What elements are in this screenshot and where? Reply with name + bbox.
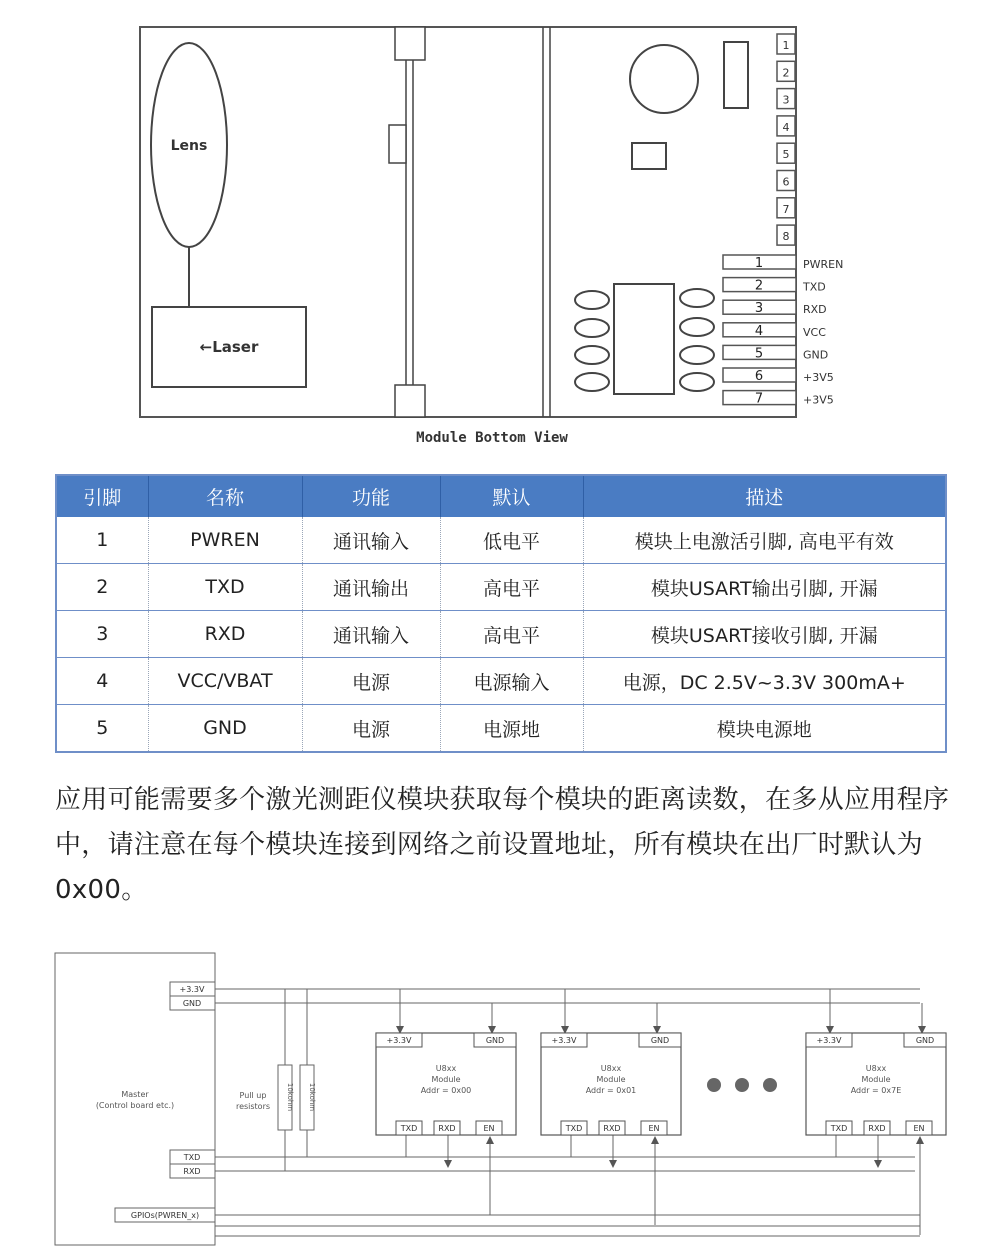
small-component [632, 143, 666, 169]
module-name: U8xx [435, 1064, 457, 1073]
table-header-row [56, 475, 946, 517]
master-pin-gpio: GPIOs(PWREN_x) [130, 1211, 200, 1220]
module-pin-txd-label: TXD [400, 1124, 418, 1133]
cell-function: 通讯输入 [302, 611, 440, 658]
edge-pin-number: 2 [754, 278, 764, 294]
module-bottom-view-diagram [0, 0, 1000, 465]
edge-pin-number: 1 [754, 256, 764, 271]
multi-module-bus-diagram [0, 945, 1000, 1255]
cell-description: 模块USART接收引脚, 开漏 [583, 611, 946, 658]
cell-name: GND [148, 705, 302, 753]
header-pin-number: 7 [782, 202, 790, 216]
addressing-note-paragraph: 应用可能需要多个激光测距仪模块获取每个模块的距离读数，在多从应用程序中，请注意在每个模块连接到网络之前设置地址，所有模块在出厂时默认为0x00。 [55, 785, 950, 905]
pullup-label-line1: Pull up [239, 1091, 267, 1100]
pullup-label-line2: resistors [235, 1102, 271, 1111]
header-pin-number: 3 [782, 93, 790, 107]
connector-top [395, 27, 425, 60]
module-pin-gnd-label: GND [915, 1036, 935, 1045]
master-pin-txd: TXD [183, 1153, 201, 1162]
pullup-resistors [236, 989, 316, 1171]
cell-description: 电源，DC 2.5V~3.3V 300mA+ [583, 658, 946, 705]
module-pin-3v3-label: +3.3V [551, 1036, 577, 1045]
connector-bottom [395, 385, 425, 417]
laser-label: ←Laser [199, 338, 259, 356]
module-pin-en-label: EN [648, 1124, 660, 1133]
cell-name: VCC/VBAT [148, 658, 302, 705]
header-name: 名称 [148, 475, 302, 517]
cell-pin: 5 [56, 705, 148, 753]
cell-function: 电源 [302, 705, 440, 753]
cell-default: 电源输入 [440, 658, 583, 705]
header-function: 功能 [302, 475, 440, 517]
module-addr: Addr = 0x01 [585, 1086, 637, 1095]
cell-default: 高电平 [440, 611, 583, 658]
edge-pin-name: +3V5 [803, 393, 834, 407]
master-pin-rxd: RXD [183, 1167, 201, 1176]
slave-modules [376, 989, 946, 1235]
header-pin-number: 1 [782, 39, 790, 52]
module-sub: Module [596, 1075, 626, 1084]
edge-pin-name: RXD [803, 303, 827, 317]
cell-pin: 2 [56, 564, 148, 611]
slave-module [376, 989, 516, 1215]
cell-function: 电源 [302, 658, 440, 705]
header-pin-number: 6 [782, 175, 790, 189]
table-row [56, 705, 946, 753]
lens-label: Lens [170, 138, 208, 154]
module-box [541, 1033, 681, 1135]
master-pin-3v3: +3.3V [179, 985, 205, 994]
pin-definition-table [55, 474, 947, 753]
header-description: 描述 [583, 475, 946, 517]
slave-module [541, 989, 681, 1225]
header-pin-number: 5 [782, 148, 790, 162]
module-sub: Module [431, 1075, 461, 1084]
module-name: U8xx [865, 1064, 887, 1073]
master-sublabel: (Control board etc.) [95, 1101, 175, 1110]
table-row [56, 658, 946, 705]
module-pin-gnd-label: GND [650, 1036, 670, 1045]
edge-pin-number: 7 [754, 391, 764, 407]
header-pin-number: 8 [782, 230, 790, 244]
round-component [630, 45, 698, 113]
header-pin-number: 2 [782, 66, 790, 80]
module-pin-txd-label: TXD [565, 1124, 583, 1133]
module-addr: Addr = 0x00 [420, 1086, 472, 1095]
module-pin-en-label: EN [483, 1124, 495, 1133]
cell-default: 高电平 [440, 564, 583, 611]
cell-default: 低电平 [440, 517, 583, 564]
module-box [376, 1033, 516, 1135]
cell-description: 模块上电激活引脚, 高电平有效 [583, 517, 946, 564]
edge-pin-name: PWREN [803, 258, 844, 271]
edge-pin-name: +3V5 [803, 371, 834, 384]
module-pin-en-label: EN [913, 1124, 925, 1133]
module-sub: Module [861, 1075, 891, 1084]
module-pin-rxd-label: RXD [438, 1124, 456, 1133]
module-pin-rxd-label: RXD [603, 1124, 621, 1133]
edge-pin-name: GND [803, 348, 829, 362]
edge-pin-number: 4 [754, 323, 764, 339]
more-modules-dots [707, 1078, 777, 1092]
module-box [806, 1033, 946, 1135]
cell-name: RXD [148, 611, 302, 658]
module-pin-3v3-label: +3.3V [816, 1036, 842, 1045]
edge-pin-name: TXD [803, 280, 826, 294]
edge-pin-name: VCC [803, 325, 826, 339]
cell-function: 通讯输入 [302, 517, 440, 564]
module-addr: Addr = 0x7E [850, 1086, 902, 1095]
cell-pin: 3 [56, 611, 148, 658]
table-row [56, 611, 946, 658]
cell-pin: 4 [56, 658, 148, 705]
module-pin-gnd-label: GND [485, 1036, 505, 1045]
edge-pin-number: 6 [754, 369, 764, 384]
diagram-caption: Module Bottom View [416, 430, 568, 446]
cell-default: 电源地 [440, 705, 583, 753]
resistor-2-label: 10kohm [308, 1082, 316, 1112]
header-default: 默认 [440, 475, 583, 517]
table-row [56, 517, 946, 564]
slave-module [806, 989, 946, 1235]
cell-name: TXD [148, 564, 302, 611]
ic-chip [614, 284, 674, 394]
edge-pin-number: 3 [754, 301, 764, 317]
module-pin-rxd-label: RXD [868, 1124, 886, 1133]
edge-pin-number: 5 [754, 346, 764, 362]
header-pin-number: 4 [782, 120, 790, 134]
module-name: U8xx [600, 1064, 622, 1073]
master-label: Master [121, 1090, 149, 1099]
header-pin: 引脚 [56, 475, 148, 517]
table-row [56, 564, 946, 611]
connector-middle [389, 125, 406, 163]
resistor-1-label: 10kohm [286, 1082, 294, 1112]
master-pin-gnd: GND [182, 999, 202, 1008]
cell-function: 通讯输出 [302, 564, 440, 611]
cell-name: PWREN [148, 517, 302, 564]
cell-description: 模块USART输出引脚, 开漏 [583, 564, 946, 611]
module-pin-3v3-label: +3.3V [386, 1036, 412, 1045]
cell-description: 模块电源地 [716, 718, 812, 741]
vertical-component [724, 42, 748, 108]
cell-pin: 1 [56, 517, 148, 564]
module-pin-txd-label: TXD [830, 1124, 848, 1133]
